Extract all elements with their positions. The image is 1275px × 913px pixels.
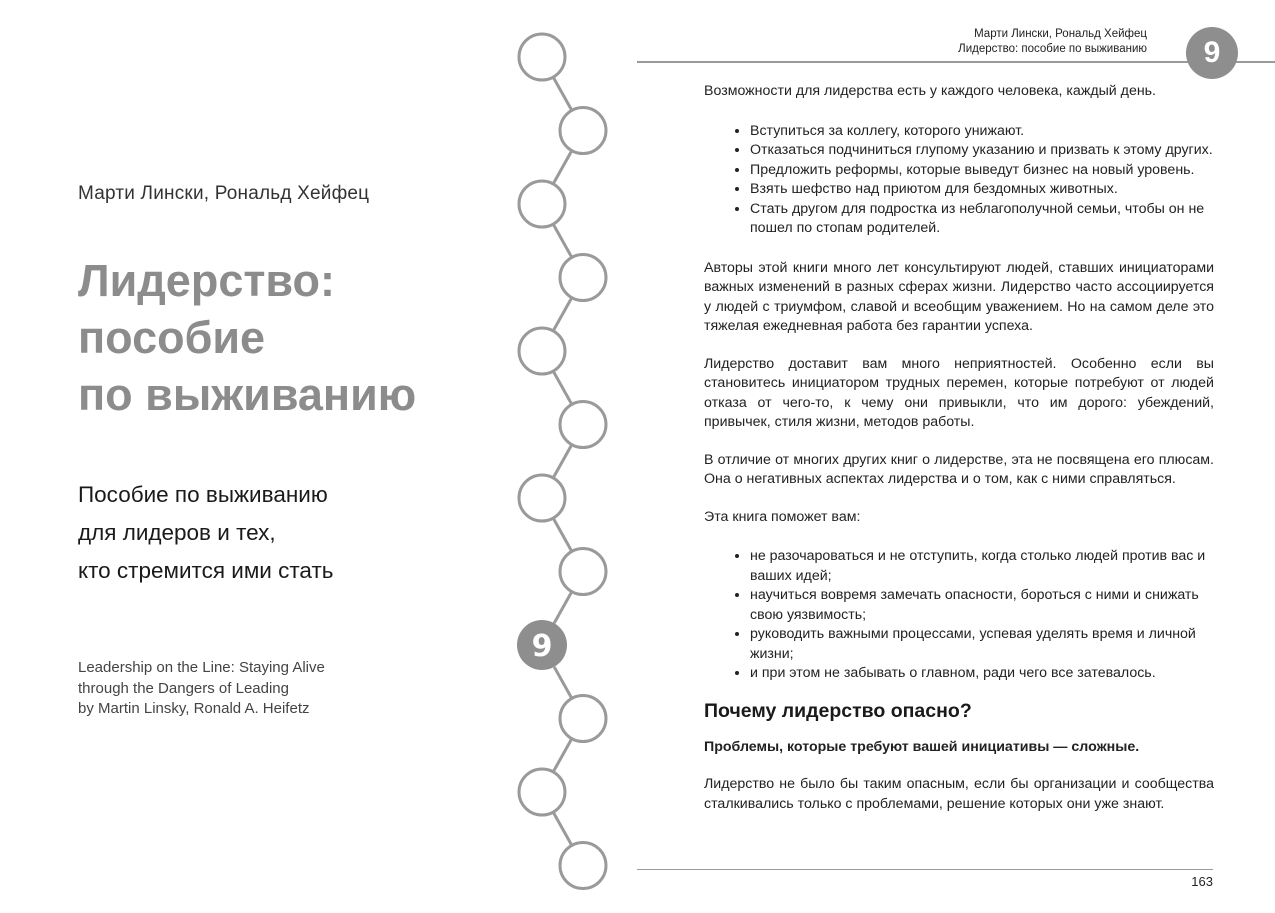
- cover-authors: Марти Лински, Рональд Хейфец: [78, 183, 370, 204]
- chain-circle: [560, 549, 606, 595]
- chain-circle: [519, 328, 565, 374]
- chain-circle: [519, 769, 565, 815]
- list-item: • Предложить реформы, которые выведут бизнес на новый уровень.: [750, 161, 1214, 181]
- footer-divider: [637, 869, 1213, 870]
- page-number: 163: [1191, 874, 1213, 889]
- chain-link: [553, 518, 572, 551]
- chain-link: [553, 371, 572, 404]
- chain-link: [554, 592, 572, 624]
- cover-subtitle-line: Пособие по выживанию: [78, 482, 328, 507]
- section-heading: Почему лидерство опасно?: [704, 699, 972, 722]
- cover-title-line: по выживанию: [78, 369, 417, 420]
- chain-link: [553, 739, 572, 772]
- opportunity-list: [704, 122, 1214, 239]
- cover-title-line: пособие: [78, 312, 266, 363]
- list-item: • Взять шефство над приютом для бездомных животных.: [750, 180, 1214, 200]
- paragraph: Эта книга поможет вам:: [704, 508, 861, 525]
- chain-circle: [519, 181, 565, 227]
- chain-circle: [560, 843, 606, 889]
- chain-circle: [519, 34, 565, 80]
- cover-title-line: Лидерство:: [78, 255, 335, 306]
- list-item: • Вступиться за коллегу, которого унижают.: [750, 122, 1214, 142]
- list-item: • научиться вовремя замечать опасности, бороться с ними и снижать свою уязвимость;: [750, 586, 1214, 625]
- list-item: • не разочароваться и не отступить, когда столько людей против вас и ваших идей;: [750, 547, 1214, 586]
- paragraph: В отличие от многих других книг о лидерстве, эта не посвящена его плюсам. Она о негативных аспектах лидерства и о том, как с ними справляться.: [704, 451, 1214, 487]
- paragraph: Лидерство не было бы таким опасным, если бы организации и сообщества сталкивались только с проблемами, решение которых они уже знают.: [704, 776, 1214, 812]
- chapter-badge: 9: [1186, 27, 1238, 79]
- running-header-authors: Марти Лински, Рональд Хейфец: [974, 28, 1147, 40]
- benefits-list: [704, 547, 1214, 684]
- list-item: • Отказаться подчиниться глупому указанию и призвать к этому других.: [750, 141, 1214, 161]
- cover-subtitle-line: для лидеров и тех,: [78, 520, 276, 545]
- bold-lead: Проблемы, которые требуют вашей инициативы — сложные.: [704, 738, 1140, 755]
- original-title-line: by Martin Linsky, Ronald A. Heifetz: [78, 700, 310, 717]
- running-header-title: Лидерство: пособие по выживанию: [958, 43, 1147, 55]
- chain-circle: [560, 255, 606, 301]
- paragraph: Лидерство доставит вам много неприятностей. Особенно если вы становитесь инициатором трудных перемен, которые потребуют от людей отказа от чего-то, к чему они привыкли, что им дорого: убеждений, привычек, стиля жизни, методов работы.: [704, 355, 1214, 430]
- chain-circle: [560, 696, 606, 742]
- chain-link: [553, 298, 572, 331]
- list-item: • и при этом не забывать о главном, ради чего все затевалось.: [750, 664, 1214, 684]
- chain-link: [553, 151, 572, 184]
- chain-link: [553, 77, 572, 110]
- chain-badge-number: 9: [531, 629, 553, 664]
- chain-circle: [560, 402, 606, 448]
- chain-link: [553, 224, 572, 257]
- header-divider: [637, 61, 1275, 63]
- chain-link: [553, 812, 572, 845]
- paragraph: Авторы этой книги много лет консультируют людей, ставших инициаторами важных изменений в разных сферах жизни. Лидерство часто ассоциируется у людей с триумфом, славой и всеобщим уважением. Но на самом деле это тяжелая ежедневная работа без гарантии успеха.: [704, 259, 1214, 334]
- chain-link: [554, 667, 572, 699]
- summary-text: [704, 82, 1214, 814]
- original-title-line: through the Dangers of Leading: [78, 679, 289, 697]
- chain-circle: [560, 108, 606, 154]
- chain-circle: [519, 475, 565, 521]
- chain-link: [553, 445, 572, 478]
- intro-paragraph: Возможности для лидерства есть у каждого человека, каждый день.: [704, 83, 1156, 99]
- original-title-line: Leadership on the Line: Staying Alive: [78, 659, 325, 676]
- running-header: [958, 27, 1147, 57]
- list-item: • руководить важными процессами, успевая уделять время и личной жизни;: [750, 625, 1214, 664]
- list-item: • Стать другом для подростка из неблагополучной семьи, чтобы он не пошел по стопам родителей.: [750, 200, 1214, 239]
- cover-subtitle-line: кто стремится ими стать: [78, 558, 334, 583]
